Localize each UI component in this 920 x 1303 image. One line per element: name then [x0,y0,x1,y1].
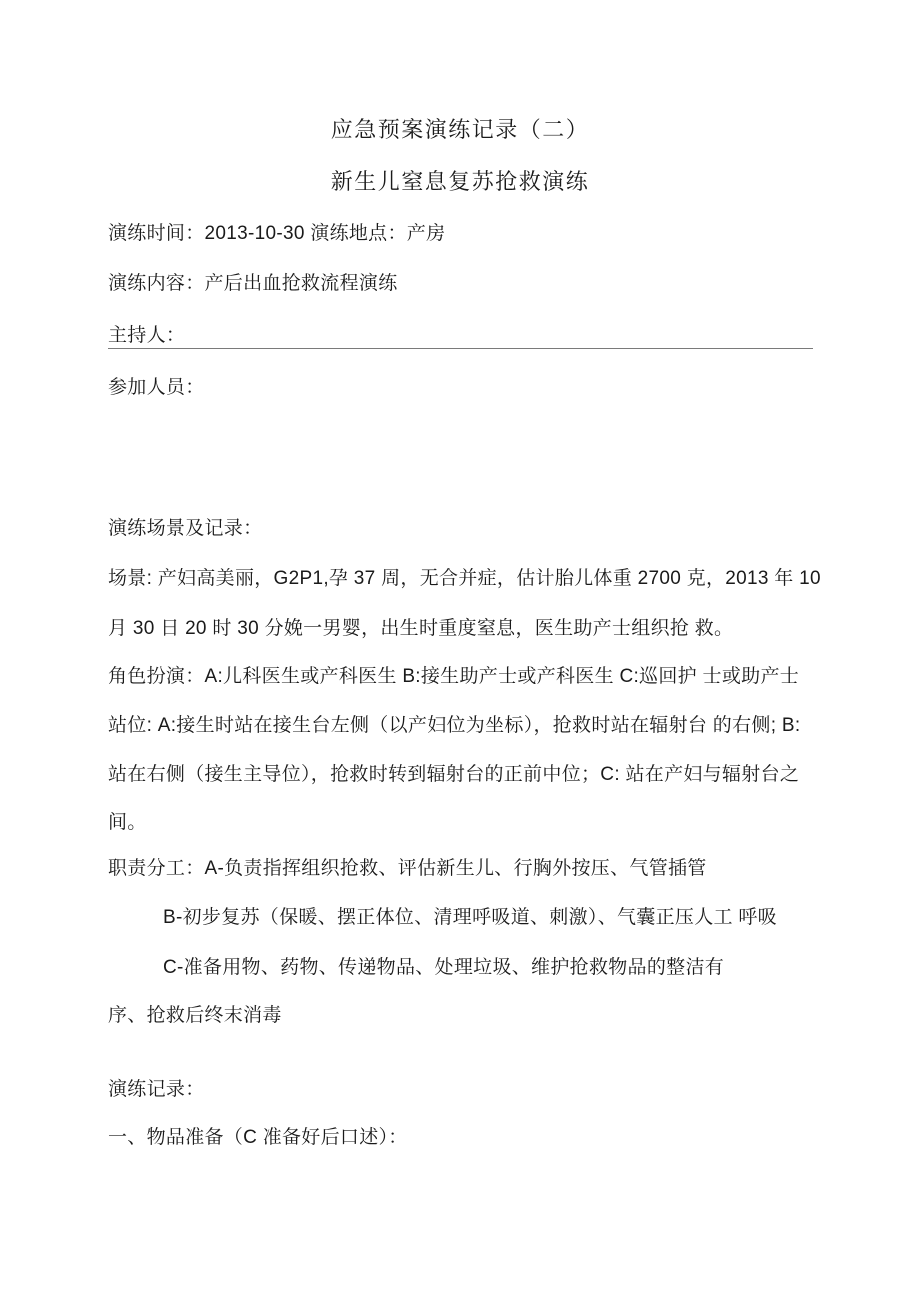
position-line-1: 站位: A:接生时站在接生台左侧（以产妇位为坐标），抢救时站在辐射台 的右侧; B: [108,715,801,736]
participants-label: 参加人员： [108,377,205,398]
scene-heading: 演练场景及记录： [108,518,263,539]
host-underline [108,348,813,349]
item-preparation-heading: 一、物品准备（C 准备好后口述）： [108,1127,408,1148]
roles-line: 角色扮演：A:儿科医生或产科医生 B:接生助产士或产科医生 C:巡回护 士或助产士 [108,666,800,687]
duty-b-line: B-初步复苏（保暖、摆正体位、清理呼吸道、刺激）、气囊正压人工 呼吸 [163,907,777,928]
document-title: 应急预案演练记录（二） [330,117,590,142]
scene-paragraph-line-2: 月 30 日 20 时 30 分娩一男婴，出生时重度窒息，医生助产士组织抢 救。 [108,618,734,639]
document-subtitle: 新生儿窒息复苏抢救演练 [330,169,590,194]
duty-c-line-2: 序、抢救后终末消毒 [108,1005,282,1026]
host-label: 主持人： [108,325,186,346]
duty-a-line: 职责分工：A-负责指挥组织抢救、评估新生儿、行胸外按压、气管插管 [108,858,707,879]
duty-c-line-1: C-准备用物、药物、传递物品、处理垃圾、维护抢救物品的整洁有 [163,957,725,978]
position-line-2: 站在右侧（接生主导位），抢救时转到辐射台的正前中位；C: 站在产妇与辐射台之 [108,764,800,785]
drill-time-location: 演练时间：2013-10-30 演练地点：产房 [108,223,446,244]
record-heading: 演练记录： [108,1079,205,1100]
scene-paragraph-line-1: 场景: 产妇高美丽，G2P1,孕 37 周，无合并症，估计胎儿体重 2700 克，2013 年 10 [108,568,821,589]
drill-content: 演练内容：产后出血抢救流程演练 [108,273,398,294]
position-line-3: 间。 [108,812,147,833]
